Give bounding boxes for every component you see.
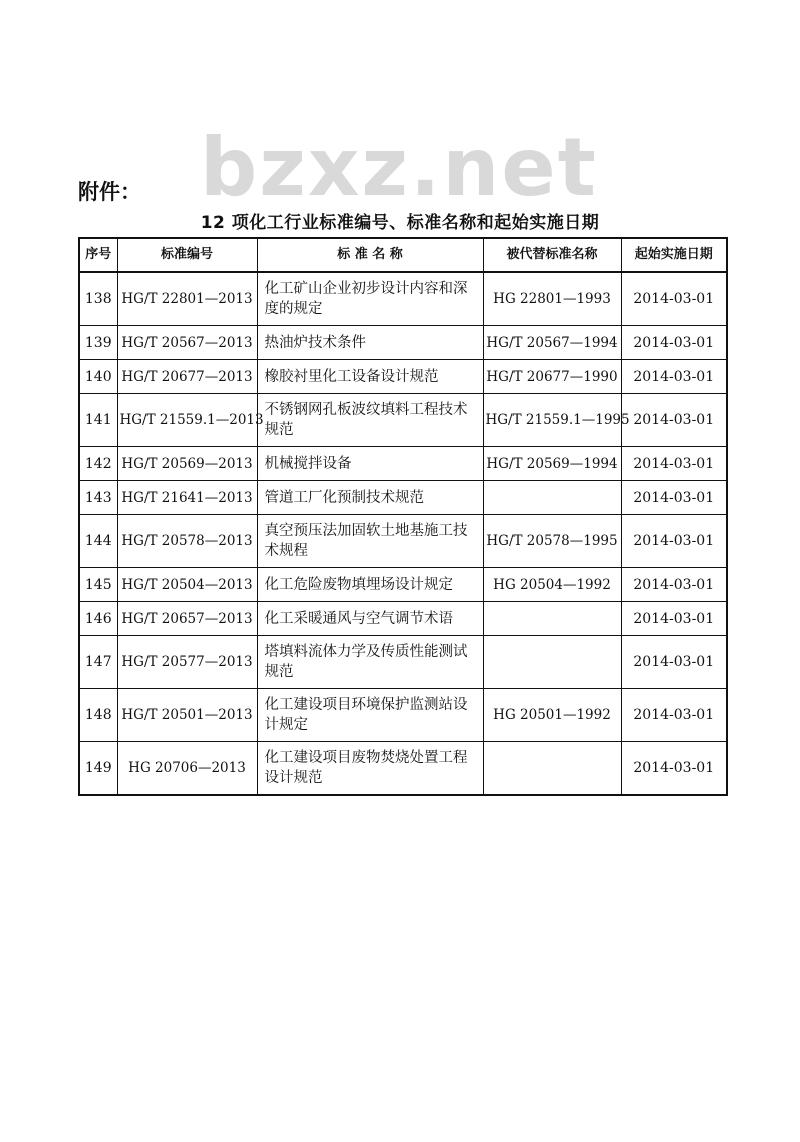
row-seq: 145 <box>79 568 117 602</box>
row-code: HG/T 21559.1—2013 <box>117 394 257 447</box>
row-name: 不锈钢网孔板波纹填料工程技术规范 <box>257 394 483 447</box>
row-name: 热油炉技术条件 <box>257 326 483 360</box>
row-name: 真空预压法加固软土地基施工技术规程 <box>257 515 483 568</box>
header-code: 标准编号 <box>117 238 257 272</box>
table-row <box>79 360 727 394</box>
table-row <box>79 394 727 447</box>
row-date: 2014-03-01 <box>621 742 727 796</box>
row-date: 2014-03-01 <box>621 636 727 689</box>
row-replaced: HG 22801—1993 <box>483 272 621 326</box>
row-seq: 140 <box>79 360 117 394</box>
row-name: 化工建设项目环境保护监测站设计规定 <box>257 689 483 742</box>
row-date: 2014-03-01 <box>621 360 727 394</box>
table-row <box>79 742 727 796</box>
row-name: 化工矿山企业初步设计内容和深度的规定 <box>257 272 483 326</box>
header-date: 起始实施日期 <box>621 238 727 272</box>
row-replaced <box>483 602 621 636</box>
row-replaced: HG/T 21559.1—1995 <box>483 394 621 447</box>
table-row <box>79 447 727 481</box>
table-row <box>79 481 727 515</box>
header-seq: 序号 <box>79 238 117 272</box>
table-row <box>79 636 727 689</box>
row-code: HG/T 20677—2013 <box>117 360 257 394</box>
row-date: 2014-03-01 <box>621 481 727 515</box>
row-seq: 138 <box>79 272 117 326</box>
header-name: 标 准 名 称 <box>257 238 483 272</box>
row-seq: 147 <box>79 636 117 689</box>
header-replaced: 被代替标准名称 <box>483 238 621 272</box>
row-replaced <box>483 636 621 689</box>
attachment-label: 附件： <box>78 180 141 204</box>
table-row <box>79 326 727 360</box>
row-code: HG/T 20569—2013 <box>117 447 257 481</box>
document-title: 12 项化工行业标准编号、标准名称和起始实施日期 <box>200 213 600 233</box>
row-name: 橡胶衬里化工设备设计规范 <box>257 360 483 394</box>
row-replaced: HG 20504—1992 <box>483 568 621 602</box>
row-date: 2014-03-01 <box>621 568 727 602</box>
row-code: HG 20706—2013 <box>117 742 257 796</box>
row-replaced: HG 20501—1992 <box>483 689 621 742</box>
row-code: HG/T 20657—2013 <box>117 602 257 636</box>
watermark: bzxz.net <box>200 121 598 214</box>
table-row <box>79 602 727 636</box>
row-seq: 148 <box>79 689 117 742</box>
row-date: 2014-03-01 <box>621 602 727 636</box>
row-date: 2014-03-01 <box>621 447 727 481</box>
row-name: 管道工厂化预制技术规范 <box>257 481 483 515</box>
row-name: 化工建设项目废物焚烧处置工程设计规范 <box>257 742 483 796</box>
row-code: HG/T 20567—2013 <box>117 326 257 360</box>
standards-table <box>78 237 728 796</box>
row-date: 2014-03-01 <box>621 689 727 742</box>
row-code: HG/T 20578—2013 <box>117 515 257 568</box>
row-name: 机械搅拌设备 <box>257 447 483 481</box>
table-row <box>79 568 727 602</box>
row-seq: 141 <box>79 394 117 447</box>
row-code: HG/T 20501—2013 <box>117 689 257 742</box>
row-replaced <box>483 481 621 515</box>
row-replaced <box>483 742 621 796</box>
row-name: 化工采暖通风与空气调节术语 <box>257 602 483 636</box>
row-date: 2014-03-01 <box>621 394 727 447</box>
row-replaced: HG/T 20569—1994 <box>483 447 621 481</box>
row-seq: 146 <box>79 602 117 636</box>
row-code: HG/T 20577—2013 <box>117 636 257 689</box>
row-name: 塔填料流体力学及传质性能测试规范 <box>257 636 483 689</box>
table-row <box>79 515 727 568</box>
row-seq: 142 <box>79 447 117 481</box>
table-row <box>79 689 727 742</box>
row-seq: 143 <box>79 481 117 515</box>
table-header-row <box>79 238 727 272</box>
row-code: HG/T 20504—2013 <box>117 568 257 602</box>
row-replaced: HG/T 20677—1990 <box>483 360 621 394</box>
row-replaced: HG/T 20578—1995 <box>483 515 621 568</box>
row-replaced: HG/T 20567—1994 <box>483 326 621 360</box>
row-name: 化工危险废物填埋场设计规定 <box>257 568 483 602</box>
row-seq: 149 <box>79 742 117 796</box>
row-code: HG/T 21641—2013 <box>117 481 257 515</box>
row-seq: 139 <box>79 326 117 360</box>
row-date: 2014-03-01 <box>621 515 727 568</box>
row-code: HG/T 22801—2013 <box>117 272 257 326</box>
table-row <box>79 272 727 326</box>
row-date: 2014-03-01 <box>621 326 727 360</box>
row-seq: 144 <box>79 515 117 568</box>
row-date: 2014-03-01 <box>621 272 727 326</box>
